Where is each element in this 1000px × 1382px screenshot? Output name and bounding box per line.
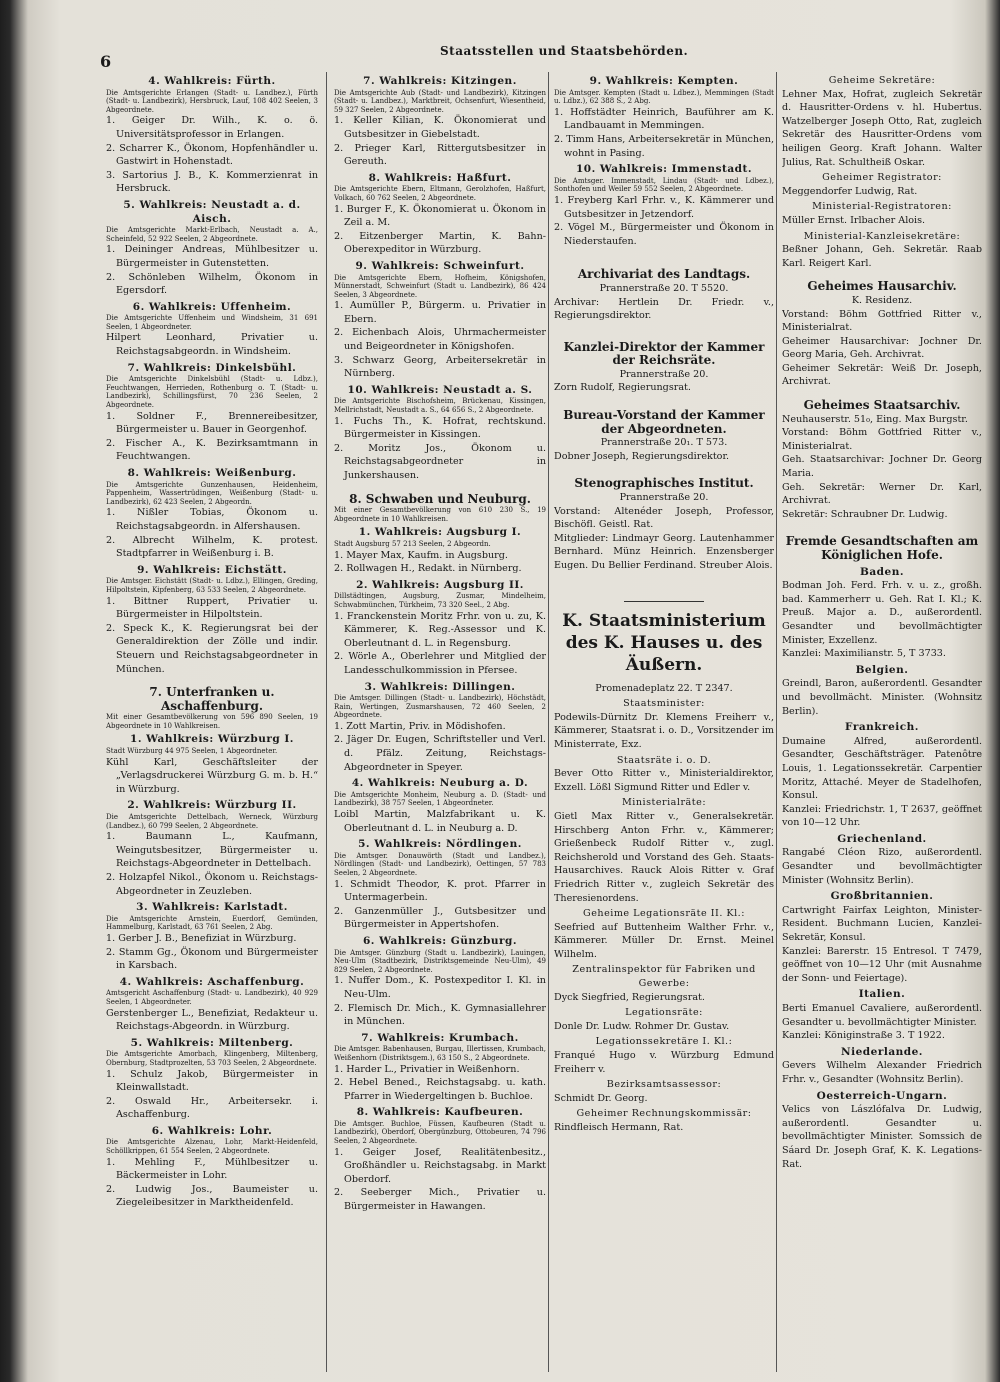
member-entry: 1. Nuffer Dom., K. Postexpeditor I. Kl. in Neu-Ulm. bbox=[334, 975, 546, 1000]
member-entry: 2. Seeberger Mich., Privatier u. Bürgermeister in Hawangen. bbox=[334, 1187, 546, 1213]
district-description: Die Amtsgerichte Bischofsheim, Brückenau, Kissingen, Mellrichstadt, Neustadt a. S., 64 656 S., 2 Abgeordnete. bbox=[334, 397, 546, 415]
member-entry: 2. Albrecht Wilhelm, K. protest. Stadtpfarrer in Weißenburg i. B. bbox=[106, 534, 318, 560]
member-entry: 1. Zott Martin, Priv. in Mödishofen. bbox=[334, 720, 506, 732]
section-heading: 3. Wahlkreis: Karlstadt. bbox=[136, 901, 288, 914]
member-entry: 3. Sartorius J. B., K. Kommerzienrat in Hersbruck. bbox=[106, 169, 318, 195]
member-entry: 1. Baumann L., Kaufmann, Weingutsbesitzer, Bürgermeister u. Reichstags-Abgeordneter in Dettelbach. bbox=[106, 831, 318, 870]
member-entry: 3. Schwarz Georg, Arbeitersekretär in Nürnberg. bbox=[334, 354, 546, 380]
region-heading: 8. Schwaben und Neuburg. bbox=[349, 491, 531, 506]
office-entry: Gevers Wilhelm Alexander Friedrich Frhr. v., Gesandter (Wohnsitz Berlin). bbox=[782, 1060, 982, 1085]
section-heading: 1. Wahlkreis: Würzburg I. bbox=[130, 733, 294, 746]
role-heading: Ministerialräte: bbox=[621, 797, 707, 809]
office-heading: Archivariat des Landtags. bbox=[577, 267, 751, 282]
district-description: Die Amtsgerichte Aub (Stadt- und Landbezirk), Kitzingen (Stadt- u. Landbez.), Marktbreit, Ochsenfurt, Wiesentheid, 59 327 Seelen, 2 Abgeordnete. bbox=[334, 88, 546, 114]
section-heading: 9. Wahlkreis: Schweinfurt. bbox=[355, 259, 525, 272]
running-head: Staatsstellen und Staatsbehörden. bbox=[440, 44, 689, 58]
country-heading: Griechenland. bbox=[837, 832, 927, 845]
member-entry: 2. Fischer A., K. Bezirksamtmann in Feuchtwangen. bbox=[106, 437, 318, 463]
office-address: Prannerstraße 20. T 5520. bbox=[599, 282, 729, 294]
office-address: Prannerstraße 20. bbox=[619, 368, 709, 380]
district-description: Die Amtsger. Donauwörth (Stadt und Landbez.), Nördlingen (Stadt- und Landbezirk), Oettingen, 57 783 Seelen, 2 Abgeordnete. bbox=[334, 851, 546, 877]
office-entry: Dyck Siegfried, Regierungsrat. bbox=[554, 991, 705, 1003]
district-description: Die Amtsger. Dillingen (Stadt- u. Landbezirk), Höchstädt, Rain, Wertingen, Zusmarshausen, 72 460 Seelen, 2 Abgeordnete. bbox=[334, 694, 546, 720]
member-entry: 2. Ludwig Jos., Baumeister u. Ziegeleibesitzer in Marktheidenfeld. bbox=[106, 1183, 318, 1209]
member-entry: 2. Holzapfel Nikol., Ökonom u. Reichstags-Abgeordneter in Zeuzleben. bbox=[106, 872, 318, 897]
section-heading: 8. Wahlkreis: Kaufbeuren. bbox=[356, 1106, 524, 1119]
member-entry: 2. Schönleben Wilhelm, Ökonom in Egersdorf. bbox=[106, 271, 318, 297]
section-heading: 7. Wahlkreis: Dinkelsbühl. bbox=[127, 361, 297, 374]
member-entry: 2. Flemisch Dr. Mich., K. Gymnasiallehrer in München. bbox=[334, 1002, 546, 1028]
district-description: Die Amtsgerichte Alzenau, Lohr, Markt-Heidenfeld, Schöllkrippen, 61 554 Seelen, 2 Abgeordnete. bbox=[106, 1138, 318, 1156]
office-entry: Archivar: Hertlein Dr. Friedr. v., Regierungsdirektor. bbox=[554, 296, 774, 322]
district-description: Die Amtsger. Immenstadt, Lindau (Stadt- und Ldbez.), Sonthofen und Weiler 59 552 Seelen, 2 Abgeordnete. bbox=[554, 176, 774, 194]
office-entry: Velics von Lászlófalva Dr. Ludwig, außerordentl. Gesandter u. bevollmächtigter Minister. Somssich de Sáard Dr. Joseph Graf, K. K. Legations-Rat. bbox=[782, 1104, 982, 1170]
office-entry: Lehner Max, Hofrat, zugleich Sekretär d. Hausritter-Ordens v. hl. Hubertus. Watzelberger Joseph Otto, Rat, zugleich Sekretär des Hausritter-Ordens vom heiligen Georg. Kraft Johann. Walter Julius, Rat. Schultheiß Oskar. bbox=[782, 88, 982, 168]
district-description: Die Amtsger. Günzburg (Stadt u. Landbezirk), Lauingen, Neu-Ulm (Stadtbezirk, Distriktsgemeinde Neu-Ulm), 49 829 Seelen, 2 Abgeordnete. bbox=[334, 948, 546, 974]
office-entry: Kanzlei: Barerstr. 15 Entresol. T 7479, geöffnet von 10—12 Uhr (mit Ausnahme der Sonn- und Feiertage). bbox=[782, 945, 982, 984]
column-rule bbox=[548, 72, 549, 1372]
member-entry: 2. Eitzenberger Martin, K. Bahn-Oberexpeditor in Würzburg. bbox=[334, 230, 546, 256]
district-description: Die Amtsgerichte Monheim, Neuburg a. D. (Stadt- und Landbezirk), 38 757 Seelen, 1 Abgeordneter. bbox=[334, 790, 546, 808]
column-2 bbox=[334, 72, 546, 1372]
office-address: Prannerstraße 20₁. T 573. bbox=[600, 437, 728, 449]
district-description: Die Amtsgerichte Markt-Erlbach, Neustadt a. A., Scheinfeld, 52 922 Seelen, 2 Abgeordnete. bbox=[106, 226, 318, 243]
member-entry: 1. Aumüller P., Bürgerm. u. Privatier in Ebern. bbox=[334, 300, 546, 325]
section-heading: 3. Wahlkreis: Dillingen. bbox=[364, 680, 516, 693]
section-heading: 2. Wahlkreis: Augsburg II. bbox=[356, 578, 524, 591]
office-entry: Gietl Max Ritter v., Generalsekretär. Hirschberg Anton Frhr. v., Kämmerer; Grießenbeck Rudolf Ritter v., zugl. Reichsherold und Vorstand des Geh. Staats-Hausarchives. Rauck Alois Ritter v. Graf Friedrich Ritter v., zugleich Sekretär des Theresienordens. bbox=[554, 810, 774, 904]
member-entry: 1. Harder L., Privatier in Weißenhorn. bbox=[334, 1063, 520, 1075]
region-heading: 7. Unterfranken u. Aschaffenburg. bbox=[149, 685, 275, 713]
role-heading: Geheime Legationsräte II. Kl.: bbox=[583, 908, 745, 920]
section-heading: 8. Wahlkreis: Weißenburg. bbox=[127, 467, 297, 479]
column-4 bbox=[782, 72, 982, 1372]
member-entry: 1. Hoffstädter Heinrich, Bauführer am K. Landbauamt in Memmingen. bbox=[554, 106, 774, 132]
member-entry: 2. Moritz Jos., Ökonom u. Reichstagsabgeordneter in Junkershausen. bbox=[334, 442, 546, 481]
role-heading: Bezirksamtsassessor: bbox=[606, 1079, 722, 1091]
member-entry: 2. Jäger Dr. Eugen, Schriftsteller und Verl. d. Pfälz. Zeitung, Reichstags-Abgeordneter in Speyer. bbox=[334, 734, 546, 773]
member-entry: 2. Vögel M., Bürgermeister und Ökonom in Niederstaufen. bbox=[554, 222, 774, 247]
office-entry: Greindl, Baron, außerordentl. Gesandter und bevollmächt. Minister. (Wohnsitz Berlin). bbox=[782, 678, 982, 717]
section-heading: 4. Wahlkreis: Neuburg a. D. bbox=[351, 777, 529, 790]
office-entry: Müller Ernst. Irlbacher Alois. bbox=[782, 214, 926, 226]
member-entry: 1. Mayer Max, Kaufm. in Augsburg. bbox=[334, 549, 508, 561]
district-description: Die Amtsgerichte Erlangen (Stadt- u. Landbez.), Fürth (Stadt- u. Landbezirk), Hersbruck, Lauf, 108 402 Seelen, 3 Abgeordnete. bbox=[106, 88, 318, 114]
section-heading: 2. Wahlkreis: Würzburg II. bbox=[127, 799, 297, 812]
office-address: Prannerstraße 20. bbox=[619, 492, 709, 504]
office-entry: Rangabé Cléon Rizo, außerordentl. Gesandter und bevollmächtigter Minister (Wohnsitz Berlin). bbox=[782, 847, 982, 886]
column-rule bbox=[326, 72, 327, 1372]
member-entry: 2. Wörle A., Oberlehrer und Mitglied der Landesschulkommission in Pfersee. bbox=[334, 651, 546, 676]
country-heading: Baden. bbox=[860, 565, 904, 578]
office-entry: Bever Otto Ritter v., Ministerialdirektor, Exzell. Lößl Sigmund Ritter und Edler v. bbox=[554, 768, 774, 793]
member-entry: Kühl Karl, Geschäftsleiter der „Verlagsdruckerei Würzburg G. m. b. H.“ in Würzburg. bbox=[106, 756, 318, 795]
district-description: Die Amtsger. Eichstätt (Stadt- u. Ldbz.), Ellingen, Greding, Hilpoltstein, Kipfenberg, 63 533 Seelen, 2 Abgeordnete. bbox=[106, 577, 318, 594]
section-heading: 5. Wahlkreis: Miltenberg. bbox=[130, 1036, 294, 1049]
office-address: K. Residenz. bbox=[851, 294, 913, 306]
district-description: Stadt Augsburg 57 213 Seelen, 2 Abgeordn. bbox=[334, 539, 491, 548]
column-1 bbox=[106, 72, 318, 1372]
section-heading: 4. Wahlkreis: Aschaffenburg. bbox=[119, 975, 305, 988]
role-heading: Geheimer Rechnungskommissär: bbox=[576, 1108, 752, 1120]
member-entry: 2. Stamm Gg., Ökonom und Bürgermeister in Karsbach. bbox=[106, 946, 318, 972]
office-entry: Vorstand: Böhm Gottfried Ritter v., Ministerialrat. bbox=[782, 308, 982, 334]
office-entry: Vorstand: Böhm Gottfried Ritter v., Ministerialrat. bbox=[782, 427, 982, 452]
district-description: Die Amtsger. Babenhausen, Burgau, Illertissen, Krumbach, Weißenhorn (Distriktsgem.), 63 150 S., 2 Abgeordnete. bbox=[334, 1045, 546, 1062]
section-heading: 6. Wahlkreis: Uffenheim. bbox=[132, 300, 292, 313]
district-description: Die Amtsgerichte Amorbach, Klingenberg, Miltenberg, Obernburg, Stadtprozelten, 53 703 Seelen, 2 Abgeordnete. bbox=[106, 1050, 318, 1067]
member-entry: 1. Geiger Josef, Realitätenbesitz., Großhändler u. Reichstagsabg. in Markt Oberdorf. bbox=[334, 1146, 546, 1185]
member-entry: 2. Prieger Karl, Rittergutsbesitzer in Gereuth. bbox=[334, 142, 546, 168]
member-entry: 2. Timm Hans, Arbeitersekretär in München, wohnt in Pasing. bbox=[554, 133, 774, 159]
section-heading: 7. Wahlkreis: Krumbach. bbox=[361, 1031, 519, 1044]
district-description: Die Amtsger. Kempten (Stadt u. Ldbez.), Memmingen (Stadt u. Ldbz.), 62 388 S., 2 Abg. bbox=[554, 88, 774, 106]
role-heading: Legationsräte: bbox=[625, 1007, 703, 1019]
region-description: Mit einer Gesamtbevölkerung von 610 230 S., 19 Abgeordnete in 10 Wahlkreisen. bbox=[334, 506, 546, 523]
section-heading: 4. Wahlkreis: Fürth. bbox=[148, 75, 276, 87]
section-divider bbox=[624, 601, 704, 602]
member-entry: Gerstenberger L., Benefiziat, Redakteur u. Reichstags-Abgeordn. in Würzburg. bbox=[106, 1007, 318, 1033]
section-heading: 10. Wahlkreis: Neustadt a. S. bbox=[347, 383, 533, 396]
district-description: Stadt Würzburg 44 975 Seelen, 1 Abgeordneter. bbox=[106, 747, 278, 756]
section-heading: 6. Wahlkreis: Lohr. bbox=[151, 1124, 273, 1137]
office-entry: Geheimer Sekretär: Weiß Dr. Joseph, Archivrat. bbox=[782, 362, 982, 388]
member-entry: 2. Rollwagen H., Redakt. in Nürnberg. bbox=[334, 563, 522, 575]
section-heading: 10. Wahlkreis: Immenstadt. bbox=[575, 163, 752, 176]
member-entry: 1. Deininger Andreas, Mühlbesitzer u. Bürgermeister in Gutenstetten. bbox=[106, 244, 318, 269]
member-entry: 1. Schulz Jakob, Bürgermeister in Kleinwallstadt. bbox=[106, 1068, 318, 1094]
office-entry: Dumaine Alfred, außerordentl. Gesandter, Geschäftsträger. Patenôtre Louis, 1. Legationssekretär. Carpentier Moritz, Attaché. Meyer de Stadelhofen, Konsul. bbox=[782, 735, 982, 802]
member-entry: 2. Scharrer K., Ökonom, Hopfenhändler u. Gastwirt in Hohenstadt. bbox=[106, 142, 318, 168]
page-number: 6 bbox=[100, 52, 112, 71]
district-description: Die Amtsger. Buchloe, Füssen, Kaufbeuren (Stadt u. Landbezirk), Oberdorf, Obergünzburg, Ottobeuren, 74 796 Seelen, 2 Abgeordnete. bbox=[334, 1119, 546, 1146]
ministry-heading: K. Staatsministerium des K. Hauses u. des Äußern. bbox=[562, 610, 766, 675]
office-entry: Geh. Sekretär: Werner Dr. Karl, Archivrat. bbox=[782, 481, 982, 507]
member-entry: 1. Geiger Dr. Wilh., K. o. ö. Universitätsprofessor in Erlangen. bbox=[106, 115, 318, 140]
country-heading: Oesterreich-Ungarn. bbox=[816, 1089, 948, 1102]
district-description: Die Amtsgerichte Ebern, Hofheim, Königshofen, Münnerstadt, Schweinfurt (Stadt u. Landbezirk), 86 424 Seelen, 3 Abgeordnete. bbox=[334, 273, 546, 299]
section-heading: 1. Wahlkreis: Augsburg I. bbox=[358, 526, 522, 539]
member-entry: 1. Keller Kilian, K. Ökonomierat und Gutsbesitzer in Giebelstadt. bbox=[334, 115, 546, 140]
member-entry: 1. Bittner Ruppert, Privatier u. Bürgermeister in Hilpoltstein. bbox=[106, 595, 318, 621]
member-entry: 1. Soldner F., Brennereibesitzer, Bürgermeister u. Bauer in Georgenhof. bbox=[106, 410, 318, 436]
district-description: Die Amtsgerichte Dinkelsbühl (Stadt- u. Ldbz.), Feuchtwangen, Herrieden, Rothenburg o. T. (Stadt- u. Landbezirk), Schillingsfürst, 70 236 Seelen, 2 Abgeordnete. bbox=[106, 375, 318, 410]
office-entry: Zorn Rudolf, Regierungsrat. bbox=[554, 382, 691, 394]
district-description: Die Amtsgerichte Ebern, Eltmann, Gerolzhofen, Haßfurt, Volkach, 60 762 Seelen, 2 Abgeordnete. bbox=[334, 185, 546, 202]
country-heading: Niederlande. bbox=[841, 1045, 923, 1058]
member-entry: 1. Mehling F., Mühlbesitzer u. Bäckermeister in Lohr. bbox=[106, 1156, 318, 1182]
member-entry: 1. Burger F., K. Ökonomierat u. Ökonom in Zeil a. M. bbox=[334, 203, 546, 229]
office-entry: Beßner Johann, Geh. Sekretär. Raab Karl. Reigert Karl. bbox=[782, 244, 982, 269]
office-entry: Neuhauserstr. 51₀, Eing. Max Burgstr. bbox=[782, 413, 968, 425]
role-heading: Legationssekretäre I. Kl.: bbox=[595, 1036, 733, 1048]
member-entry: 2. Speck K., K. Regierungsrat bei der Generaldirektion der Zölle und indir. Steuern und Reichstagsabgeordneter in München. bbox=[106, 622, 318, 675]
region-description: Mit einer Gesamtbevölkerung von 596 890 Seelen, 19 Abgeordnete in 10 Wahlkreisen. bbox=[106, 713, 318, 730]
role-heading: Zentralinspektor für Fabriken und Gewerbe: bbox=[572, 964, 756, 990]
office-entry: Seefried auf Buttenheim Walther Frhr. v., Kämmerer. Müller Dr. Ernst. Meinel Wilhelm. bbox=[554, 921, 774, 960]
column-3 bbox=[554, 72, 774, 1372]
member-entry: 1. Franckenstein Moritz Frhr. von u. zu, K. Kämmerer, K. Reg.-Assessor und K. Oberleutnant d. L. in Regensburg. bbox=[334, 610, 546, 649]
office-address: Promenadeplatz 22. T 2347. bbox=[595, 682, 733, 694]
district-description: Amtsgericht Aschaffenburg (Stadt- u. Landbezirk), 40 929 Seelen, 1 Abgeordneter. bbox=[106, 989, 318, 1006]
member-entry: Loibl Martin, Malzfabrikant u. K. Oberleutnant d. L. in Neuburg a. D. bbox=[334, 809, 546, 834]
office-heading: Kanzlei-Direktor der Kammer der Reichsräte. bbox=[563, 339, 765, 368]
office-entry: Geheimer Hausarchivar: Jochner Dr. Georg Maria, Geh. Archivrat. bbox=[782, 335, 982, 361]
office-entry: Kanzlei: Maximilianstr. 5, T 3733. bbox=[782, 648, 946, 660]
section-heading: 8. Wahlkreis: Haßfurt. bbox=[368, 171, 512, 184]
section-heading: 5. Wahlkreis: Neustadt a. d. Aisch. bbox=[123, 198, 301, 225]
member-entry: 1. Gerber J. B., Benefiziat in Würzburg. bbox=[106, 932, 297, 944]
district-description: Die Amtsgerichte Gunzenhausen, Heidenheim, Pappenheim, Wassertrüdingen, Weißenburg (Stadt- u. Landbezirk), 62 423 Seelen, 2 Abgeordn. bbox=[106, 480, 318, 506]
office-entry: Dobner Joseph, Regierungsdirektor. bbox=[554, 450, 730, 462]
member-entry: 1. Freyberg Karl Frhr. v., K. Kämmerer und Gutsbesitzer in Jetzendorf. bbox=[554, 194, 774, 220]
member-entry: 1. Fuchs Th., K. Hofrat, rechtskund. Bürgermeister in Kissingen. bbox=[334, 415, 546, 441]
section-heading: 9. Wahlkreis: Eichstätt. bbox=[137, 563, 287, 576]
country-heading: Frankreich. bbox=[845, 721, 919, 734]
office-entry: Vorstand: Altenéder Joseph, Professor, Bischöfl. Geistl. Rat. bbox=[554, 505, 774, 531]
member-entry: 1. Schmidt Theodor, K. prot. Pfarrer in Untermagerbein. bbox=[334, 878, 546, 904]
country-heading: Italien. bbox=[858, 988, 906, 1001]
section-heading: 9. Wahlkreis: Kempten. bbox=[589, 75, 739, 87]
column-rule bbox=[776, 72, 777, 1372]
office-entry: Podewils-Dürnitz Dr. Klemens Freiherr v., Kämmerer, Staatsrat i. o. D., Vorsitzender im Ministerrate, Exz. bbox=[554, 711, 774, 750]
office-entry: Bodman Joh. Ferd. Frh. v. u. z., großh. bad. Kammerherr u. Geh. Rat I. Kl.; K. Preuß. Major a. D., außerordentl. Gesandter und bevollmächtigter Minister, Exzellenz. bbox=[782, 580, 982, 646]
member-entry: 1. Nißler Tobias, Ökonom u. Reichstagsabgeordn. in Alfershausen. bbox=[106, 507, 318, 532]
role-heading: Staatsräte i. o. D. bbox=[616, 754, 712, 766]
country-heading: Großbritannien. bbox=[830, 890, 934, 903]
office-heading: Geheimes Staatsarchiv. bbox=[803, 398, 961, 413]
role-heading: Geheime Sekretäre: bbox=[828, 75, 936, 86]
office-entry: Kanzlei: Friedrichstr. 1, T 2637, geöffnet von 10—12 Uhr. bbox=[782, 803, 982, 829]
role-heading: Staatsminister: bbox=[623, 698, 705, 710]
district-description: Die Amtsgerichte Dettelbach, Werneck, Würzburg (Landbez.), 60 799 Seelen, 2 Abgeordnete. bbox=[106, 813, 318, 830]
section-heading: 5. Wahlkreis: Nördlingen. bbox=[358, 838, 522, 851]
office-heading: Stenographisches Institut. bbox=[574, 476, 754, 491]
member-entry: Hilpert Leonhard, Privatier u. Reichstagsabgeordn. in Windsheim. bbox=[106, 332, 318, 358]
office-entry: Kanzlei: Königinstraße 3. T 1922. bbox=[782, 1030, 945, 1042]
office-entry: Rindfleisch Hermann, Rat. bbox=[554, 1122, 684, 1133]
section-heading: 7. Wahlkreis: Kitzingen. bbox=[363, 75, 517, 87]
member-entry: 2. Oswald Hr., Arbeitersekr. i. Aschaffenburg. bbox=[106, 1095, 318, 1121]
office-entry: Meggendorfer Ludwig, Rat. bbox=[782, 185, 918, 197]
office-entry: Donle Dr. Ludw. Rohmer Dr. Gustav. bbox=[554, 1020, 730, 1032]
office-entry: Geh. Staatsarchivar: Jochner Dr. Georg Maria. bbox=[782, 454, 982, 480]
office-heading: Fremde Gesandtschaften am Königlichen Hofe. bbox=[785, 534, 979, 562]
office-entry: Cartwright Fairfax Leighton, Minister-Resident. Buchmann Lucien, Kanzlei-Sekretär, Konsul. bbox=[782, 904, 982, 944]
district-description: Dillstädtingen, Augsburg, Zusmar, Mindelheim, Schwabmünchen, Türkheim, 73 320 Seel., 2 Abg. bbox=[334, 592, 546, 609]
district-description: Die Amtsgerichte Uffenheim und Windsheim, 31 691 Seelen, 1 Abgeordneter. bbox=[106, 314, 318, 331]
member-entry: 2. Ganzenmüller J., Gutsbesitzer und Bürgermeister in Appertshofen. bbox=[334, 905, 546, 931]
office-entry: Schmidt Dr. Georg. bbox=[554, 1092, 648, 1104]
office-entry: Franqué Hugo v. Würzburg Edmund Freiherr v. bbox=[554, 1050, 774, 1075]
country-heading: Belgien. bbox=[855, 663, 909, 676]
office-entry: Berti Emanuel Cavaliere, außerordentl. Gesandter u. bevollmächtigter Minister. bbox=[782, 1003, 982, 1028]
member-entry: 2. Hebel Bened., Reichstagsabg. u. kath. Pfarrer in Wiedergeltingen b. Buchloe. bbox=[334, 1077, 546, 1102]
district-description: Die Amtsgerichte Arnstein, Euerdorf, Gemünden, Hammelburg, Karlstadt, 63 761 Seelen, 2 Abg. bbox=[106, 914, 318, 932]
office-heading: Geheimes Hausarchiv. bbox=[807, 279, 957, 294]
office-heading: Bureau-Vorstand der Kammer der Abgeordneten. bbox=[563, 408, 765, 436]
office-entry: Sekretär: Schraubner Dr. Ludwig. bbox=[782, 508, 948, 520]
section-heading: 6. Wahlkreis: Günzburg. bbox=[362, 934, 518, 947]
role-heading: Geheimer Registrator: bbox=[822, 172, 942, 184]
office-entry: Mitglieder: Lindmayr Georg. Lautenhammer Bernhard. Münz Heinrich. Enzensberger Eugen. Du Bellier Ferdinand. Streuber Alois. bbox=[554, 532, 774, 571]
role-heading: Ministerial-Registratoren: bbox=[812, 201, 952, 213]
role-heading: Ministerial-Kanzleisekretäre: bbox=[803, 230, 961, 242]
member-entry: 2. Eichenbach Alois, Uhrmachermeister und Beigeordneter in Königshofen. bbox=[334, 327, 546, 353]
